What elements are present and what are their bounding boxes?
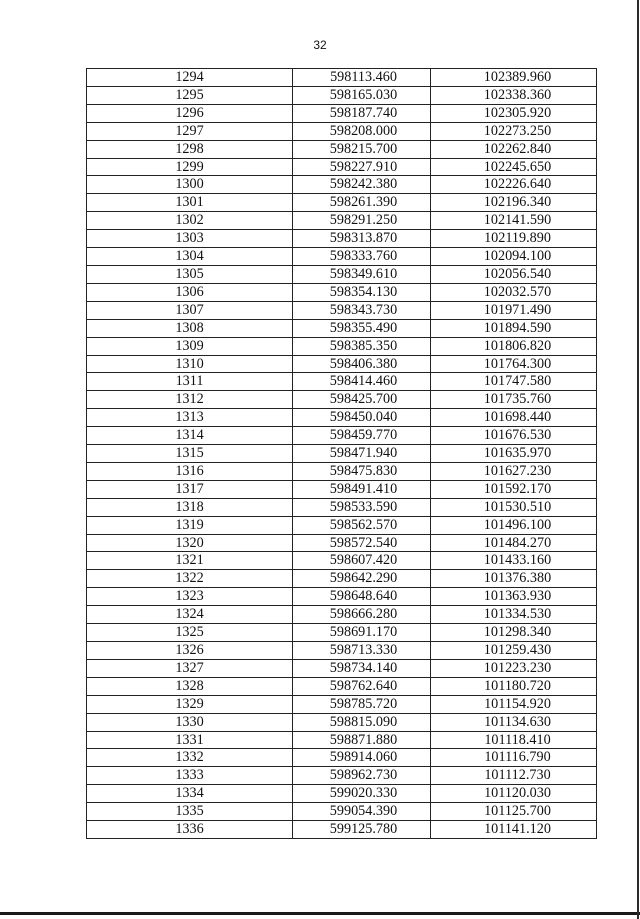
table-row [87,462,597,480]
y-coordinate-cell: 101116.790 [431,749,597,767]
y-coordinate-cell: 102032.570 [431,283,597,301]
x-coordinate-cell: 598642.290 [293,570,431,588]
x-coordinate-cell: 598666.280 [293,606,431,624]
x-coordinate-cell: 598261.390 [293,194,431,212]
y-coordinate-cell: 102389.960 [431,69,597,87]
y-coordinate-cell: 101592.170 [431,480,597,498]
x-coordinate-cell: 598187.740 [293,104,431,122]
table-row [87,301,597,319]
table-row [87,391,597,409]
table-row [87,642,597,660]
point-number-cell: 1334 [87,785,293,803]
table-row [87,194,597,212]
point-number-cell: 1324 [87,606,293,624]
x-coordinate-cell: 598333.760 [293,248,431,266]
x-coordinate-cell: 598562.570 [293,516,431,534]
table-row [87,409,597,427]
point-number-cell: 1327 [87,659,293,677]
table-row [87,140,597,158]
x-coordinate-cell: 598242.380 [293,176,431,194]
y-coordinate-cell: 102262.840 [431,140,597,158]
y-coordinate-cell: 101676.530 [431,427,597,445]
x-coordinate-cell: 598815.090 [293,713,431,731]
table-row [87,265,597,283]
point-number-cell: 1306 [87,283,293,301]
x-coordinate-cell: 598227.910 [293,158,431,176]
y-coordinate-cell: 101376.380 [431,570,597,588]
y-coordinate-cell: 102056.540 [431,265,597,283]
y-coordinate-cell: 101971.490 [431,301,597,319]
table-row [87,767,597,785]
x-coordinate-cell: 598734.140 [293,659,431,677]
point-number-cell: 1296 [87,104,293,122]
table-row [87,516,597,534]
x-coordinate-cell: 598291.250 [293,212,431,230]
point-number-cell: 1320 [87,534,293,552]
x-coordinate-cell: 598572.540 [293,534,431,552]
y-coordinate-cell: 102196.340 [431,194,597,212]
point-number-cell: 1300 [87,176,293,194]
table-row [87,624,597,642]
x-coordinate-cell: 598533.590 [293,498,431,516]
point-number-cell: 1316 [87,462,293,480]
right-scan-edge [637,0,639,919]
y-coordinate-cell: 101223.230 [431,659,597,677]
y-coordinate-cell: 101530.510 [431,498,597,516]
table-row [87,122,597,140]
table-row [87,69,597,87]
point-number-cell: 1310 [87,355,293,373]
table-row [87,677,597,695]
y-coordinate-cell: 101894.590 [431,319,597,337]
x-coordinate-cell: 598648.640 [293,588,431,606]
point-number-cell: 1299 [87,158,293,176]
table-row [87,337,597,355]
x-coordinate-cell: 598491.410 [293,480,431,498]
y-coordinate-cell: 101134.630 [431,713,597,731]
table-row [87,480,597,498]
point-number-cell: 1298 [87,140,293,158]
table-row [87,283,597,301]
table-row [87,158,597,176]
point-number-cell: 1314 [87,427,293,445]
table-row [87,498,597,516]
y-coordinate-cell: 101484.270 [431,534,597,552]
x-coordinate-cell: 598475.830 [293,462,431,480]
point-number-cell: 1333 [87,767,293,785]
x-coordinate-cell: 598871.880 [293,731,431,749]
point-number-cell: 1323 [87,588,293,606]
y-coordinate-cell: 101735.760 [431,391,597,409]
table-row [87,319,597,337]
x-coordinate-cell: 598425.700 [293,391,431,409]
table-row [87,606,597,624]
point-number-cell: 1301 [87,194,293,212]
x-coordinate-cell: 598343.730 [293,301,431,319]
x-coordinate-cell: 598313.870 [293,230,431,248]
table-row [87,445,597,463]
y-coordinate-cell: 102094.100 [431,248,597,266]
y-coordinate-cell: 101363.930 [431,588,597,606]
table-row [87,212,597,230]
table-row [87,803,597,821]
y-coordinate-cell: 101180.720 [431,677,597,695]
point-number-cell: 1332 [87,749,293,767]
point-number-cell: 1330 [87,713,293,731]
point-number-cell: 1331 [87,731,293,749]
y-coordinate-cell: 101806.820 [431,337,597,355]
x-coordinate-cell: 598406.380 [293,355,431,373]
y-coordinate-cell: 101298.340 [431,624,597,642]
x-coordinate-cell: 599054.390 [293,803,431,821]
y-coordinate-cell: 101764.300 [431,355,597,373]
x-coordinate-cell: 598165.030 [293,86,431,104]
coordinates-table [86,68,597,839]
table-row [87,731,597,749]
x-coordinate-cell: 598713.330 [293,642,431,660]
table-row [87,785,597,803]
point-number-cell: 1328 [87,677,293,695]
y-coordinate-cell: 101747.580 [431,373,597,391]
point-number-cell: 1325 [87,624,293,642]
table-row [87,659,597,677]
x-coordinate-cell: 598450.040 [293,409,431,427]
point-number-cell: 1313 [87,409,293,427]
point-number-cell: 1309 [87,337,293,355]
point-number-cell: 1304 [87,248,293,266]
table-row [87,695,597,713]
y-coordinate-cell: 102119.890 [431,230,597,248]
table-row [87,248,597,266]
point-number-cell: 1326 [87,642,293,660]
y-coordinate-cell: 101259.430 [431,642,597,660]
table-row [87,427,597,445]
y-coordinate-cell: 101635.970 [431,445,597,463]
point-number-cell: 1312 [87,391,293,409]
point-number-cell: 1322 [87,570,293,588]
table-row [87,176,597,194]
x-coordinate-cell: 598962.730 [293,767,431,785]
point-number-cell: 1335 [87,803,293,821]
y-coordinate-cell: 101125.700 [431,803,597,821]
point-number-cell: 1302 [87,212,293,230]
table-row [87,713,597,731]
y-coordinate-cell: 102245.650 [431,158,597,176]
page-number: 32 [313,38,327,52]
x-coordinate-cell: 598355.490 [293,319,431,337]
point-number-cell: 1297 [87,122,293,140]
table-row [87,355,597,373]
point-number-cell: 1329 [87,695,293,713]
point-number-cell: 1336 [87,821,293,839]
point-number-cell: 1311 [87,373,293,391]
table-row [87,821,597,839]
y-coordinate-cell: 101154.920 [431,695,597,713]
x-coordinate-cell: 599125.780 [293,821,431,839]
y-coordinate-cell: 101334.530 [431,606,597,624]
x-coordinate-cell: 598914.060 [293,749,431,767]
y-coordinate-cell: 102141.590 [431,212,597,230]
y-coordinate-cell: 101698.440 [431,409,597,427]
x-coordinate-cell: 598691.170 [293,624,431,642]
point-number-cell: 1318 [87,498,293,516]
point-number-cell: 1319 [87,516,293,534]
table-row [87,230,597,248]
x-coordinate-cell: 598215.700 [293,140,431,158]
table-row [87,104,597,122]
y-coordinate-cell: 101496.100 [431,516,597,534]
table-row [87,373,597,391]
point-number-cell: 1303 [87,230,293,248]
bottom-scan-edge [0,912,640,915]
table-row [87,552,597,570]
point-number-cell: 1294 [87,69,293,87]
x-coordinate-cell: 598785.720 [293,695,431,713]
x-coordinate-cell: 598762.640 [293,677,431,695]
point-number-cell: 1317 [87,480,293,498]
x-coordinate-cell: 598607.420 [293,552,431,570]
table-row [87,749,597,767]
point-number-cell: 1308 [87,319,293,337]
point-number-cell: 1305 [87,265,293,283]
x-coordinate-cell: 598349.610 [293,265,431,283]
y-coordinate-cell: 102273.250 [431,122,597,140]
y-coordinate-cell: 102226.640 [431,176,597,194]
x-coordinate-cell: 599020.330 [293,785,431,803]
y-coordinate-cell: 101627.230 [431,462,597,480]
x-coordinate-cell: 598113.460 [293,69,431,87]
y-coordinate-cell: 101141.120 [431,821,597,839]
x-coordinate-cell: 598471.940 [293,445,431,463]
x-coordinate-cell: 598385.350 [293,337,431,355]
y-coordinate-cell: 101118.410 [431,731,597,749]
point-number-cell: 1315 [87,445,293,463]
coordinates-table-body [87,69,597,839]
y-coordinate-cell: 102338.360 [431,86,597,104]
y-coordinate-cell: 101112.730 [431,767,597,785]
table-row [87,86,597,104]
point-number-cell: 1321 [87,552,293,570]
table-row [87,534,597,552]
x-coordinate-cell: 598354.130 [293,283,431,301]
x-coordinate-cell: 598414.460 [293,373,431,391]
y-coordinate-cell: 101433.160 [431,552,597,570]
x-coordinate-cell: 598208.000 [293,122,431,140]
y-coordinate-cell: 101120.030 [431,785,597,803]
point-number-cell: 1307 [87,301,293,319]
x-coordinate-cell: 598459.770 [293,427,431,445]
table-row [87,570,597,588]
y-coordinate-cell: 102305.920 [431,104,597,122]
table-row [87,588,597,606]
point-number-cell: 1295 [87,86,293,104]
